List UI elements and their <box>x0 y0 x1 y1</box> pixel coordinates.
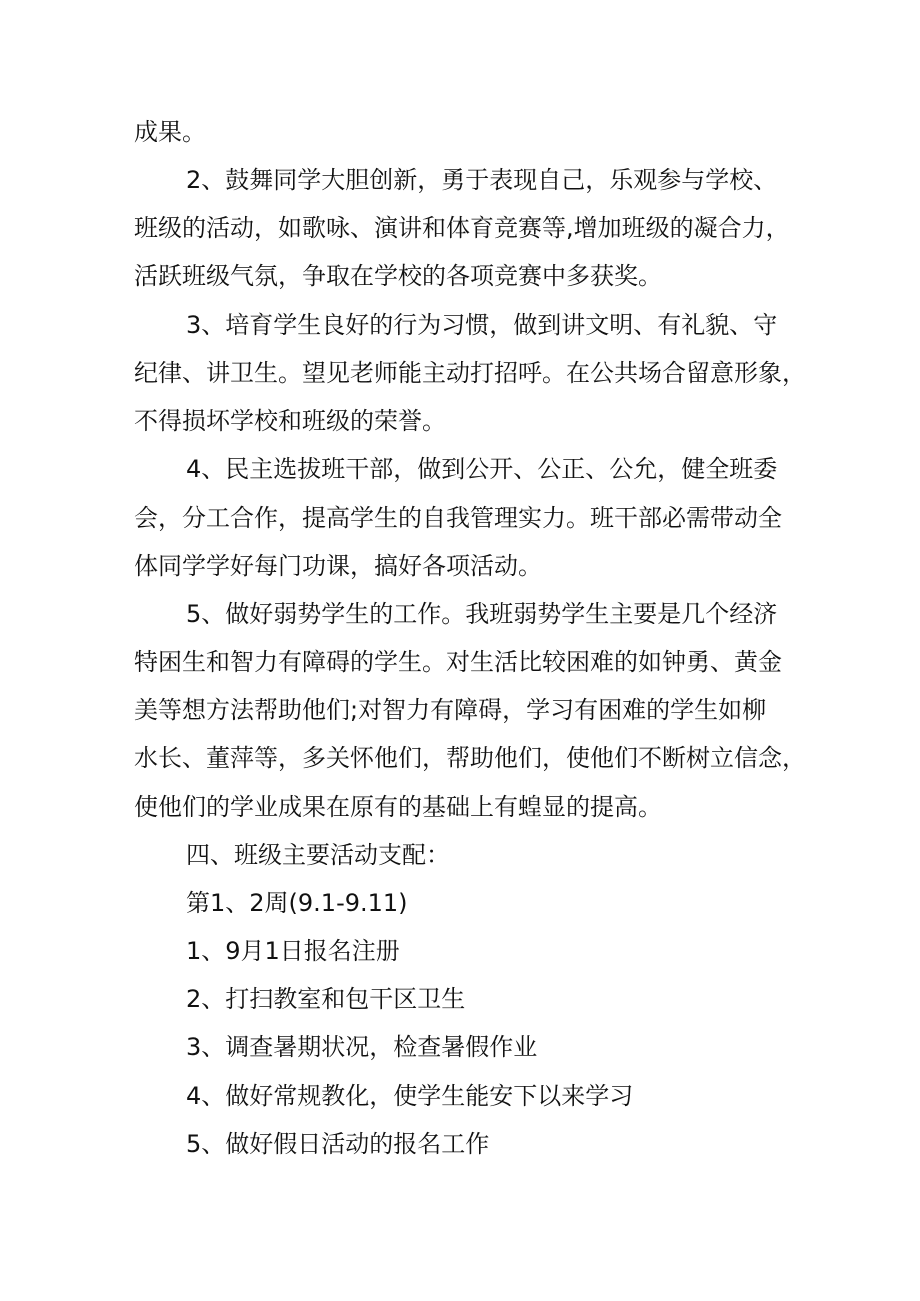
text-line: 成果。 <box>134 118 206 146</box>
list-item: 3、调查暑期状况，检查暑假作业 <box>186 1033 538 1061</box>
text-line: 美等想方法帮助他们;对智力有障碍，学习有困难的学生如柳 <box>134 696 767 724</box>
text-line: 3、培育学生良好的行为习惯，做到讲文明、有礼貌、守 <box>186 311 778 339</box>
list-item: 4、做好常规教化，使学生能安下以来学习 <box>186 1082 634 1110</box>
text-line: 不得损坏学校和班级的荣誉。 <box>134 407 446 435</box>
list-item: 2、打扫教室和包干区卫生 <box>186 985 466 1013</box>
text-line: 体同学学好每门功课，搞好各项活动。 <box>134 552 542 580</box>
text-line: 2、鼓舞同学大胆创新，勇于表现自己，乐观参与学校、 <box>186 166 778 194</box>
text-line: 水长、董萍等，多关怀他们，帮助他们，使他们不断树立信念， <box>134 744 806 772</box>
text-line: 5、做好弱势学生的工作。我班弱势学生主要是几个经济 <box>186 600 778 628</box>
text-line: 活跃班级气氛，争取在学校的各项竞赛中多获奖。 <box>134 262 662 290</box>
week-heading: 第1、2周(9.1-9.11) <box>186 889 408 917</box>
text-line: 使他们的学业成果在原有的基础上有蝗显的提高。 <box>134 793 662 821</box>
text-line: 4、民主选拔班干部，做到公开、公正、公允，健全班委 <box>186 455 778 483</box>
list-item: 1、9月1日报名注册 <box>186 937 400 965</box>
text-line: 特困生和智力有障碍的学生。对生活比较困难的如钟勇、黄金 <box>134 648 782 676</box>
text-line: 会，分工合作，提高学生的自我管理实力。班干部必需带动全 <box>134 504 782 532</box>
list-item: 5、做好假日活动的报名工作 <box>186 1130 490 1158</box>
section-heading: 四、班级主要活动支配： <box>186 841 450 869</box>
text-line: 班级的活动，如歌咏、演讲和体育竞赛等,增加班级的凝合力， <box>134 214 790 242</box>
text-line: 纪律、讲卫生。望见老师能主动打招呼。在公共场合留意形象， <box>134 359 806 387</box>
